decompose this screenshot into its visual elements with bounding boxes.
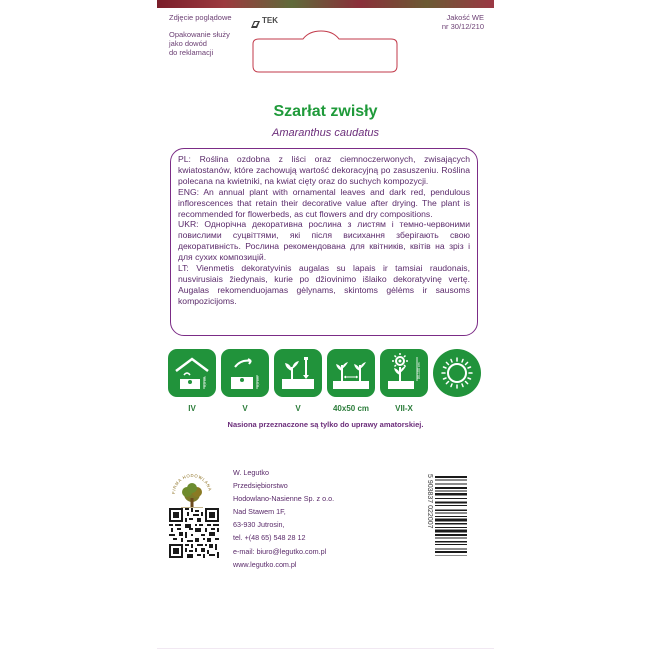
barcode-bar bbox=[435, 551, 467, 553]
company-city: 63-930 Jutrosin, bbox=[233, 520, 285, 530]
description-lt: LT: Vienmetis dekoratyvinis augalas su lapais ir tamsiai raudonais, nusvirusiais žiedynais, kurie po džiovinimo išlaiko dekoratyvinę vertę. Augalas rekomenduojamas gėlynams, skintoms gėlėms ir sausoms kompozicijoms. bbox=[178, 263, 470, 306]
sowing-under-cover-label: IV bbox=[188, 404, 196, 413]
flowering-icon bbox=[380, 349, 428, 397]
seed-packet-back bbox=[157, 0, 494, 650]
cultivation-icons bbox=[168, 349, 483, 397]
barcode-bar bbox=[435, 505, 467, 506]
sowing-under-cover-icon bbox=[168, 349, 216, 397]
complaint-line2: jako dowód bbox=[169, 39, 207, 48]
tek-logo-icon bbox=[250, 16, 261, 25]
barcode-bar bbox=[435, 523, 467, 525]
complaint-note bbox=[169, 30, 259, 57]
barcode-bar bbox=[435, 479, 467, 480]
product-latin-name: Amaranthus caudatus bbox=[271, 127, 379, 139]
complaint-line3: do reklamacji bbox=[169, 48, 214, 57]
quality-certificate bbox=[442, 13, 484, 31]
plant-height-text: 80-100 cm bbox=[417, 362, 421, 379]
barcode-bar bbox=[435, 493, 467, 496]
barcode-number: 5 903837 022007 bbox=[426, 474, 433, 529]
company-line3: Hodowlano-Nasienne Sp. z o.o. bbox=[233, 494, 335, 504]
planting-out-icon bbox=[274, 349, 322, 397]
barcode-bar bbox=[435, 527, 467, 528]
packet-bottom-edge bbox=[157, 648, 494, 649]
spacing-icon bbox=[327, 349, 375, 397]
product-photo-edge bbox=[157, 0, 494, 8]
description-box bbox=[170, 148, 478, 336]
barcode-bar bbox=[435, 513, 467, 514]
company-phone: tel. +(48 65) 548 28 12 bbox=[233, 533, 306, 543]
barcode-bar bbox=[435, 541, 467, 543]
quality-line1: Jakość WE bbox=[446, 13, 484, 22]
cultivation-labels bbox=[168, 404, 483, 416]
ean-barcode bbox=[425, 474, 469, 560]
description-pl: PL: Roślina ozdobna z liści oraz ciemnoczerwonych, zwisających kwiatostanów, które zachowują wartość dekoracyjną po zasuszeniu. Roślina polecana na kwietniki, na kwiat cięty oraz do suchych kompozycji. bbox=[178, 154, 470, 186]
direct-sowing-icon bbox=[221, 349, 269, 397]
spacing-label: 40x50 cm bbox=[332, 404, 370, 413]
company-website: www.legutko.com.pl bbox=[233, 559, 297, 569]
quality-line2: nr 30/12/210 bbox=[441, 22, 484, 31]
tek-badge bbox=[250, 12, 278, 30]
amateur-use-notice: Nasiona przeznaczone są tylko do uprawy amatorskiej. bbox=[227, 420, 424, 429]
barcode-bar bbox=[435, 544, 467, 545]
barcode-bar bbox=[435, 491, 467, 492]
direct-sowing-depth-text: 0,5 cm bbox=[256, 376, 260, 387]
company-street: Nad Stawem 1F, bbox=[233, 507, 286, 517]
barcode-bar bbox=[435, 498, 467, 499]
direct-sowing-label: V bbox=[242, 404, 248, 413]
description-en: ENG: An annual plant with ornamental leaves and dark red, pendulous inflorescences that retain their decorative value after drying. The plant is recommended for flowerbeds, as cut flowers and dry compositions. bbox=[178, 186, 470, 219]
barcode-bar bbox=[435, 516, 467, 517]
flowering-label: VII-X bbox=[395, 404, 413, 413]
barcode-bar bbox=[435, 530, 467, 533]
barcode-bar bbox=[435, 537, 467, 538]
barcode-bar bbox=[435, 519, 467, 522]
barcode-bar bbox=[435, 502, 467, 504]
company-address bbox=[233, 466, 334, 571]
planting-out-label: V bbox=[295, 404, 301, 413]
qr-code bbox=[169, 508, 219, 558]
company-line2: Przedsiębiorstwo bbox=[233, 481, 288, 491]
company-email: e-mail: biuro@legutko.com.pl bbox=[233, 546, 327, 556]
barcode-bar bbox=[435, 509, 467, 511]
complaint-line1: Opakowanie służy bbox=[169, 30, 230, 39]
company-name: W. Legutko bbox=[233, 468, 269, 477]
full-sun-icon bbox=[433, 349, 481, 397]
barcode-bar bbox=[435, 549, 467, 550]
firm-logo-text: FIRMA HODOWLANA bbox=[170, 472, 213, 495]
barcode-bar bbox=[435, 555, 467, 556]
tek-label: TEK bbox=[262, 16, 278, 26]
barcode-bar bbox=[435, 484, 467, 485]
product-name: Szarłat zwisły bbox=[273, 103, 378, 120]
sowing-depth-text: 0,5 cm bbox=[203, 376, 207, 387]
barcode-bar bbox=[435, 476, 467, 478]
photo-caption: Zdjęcie poglądowe bbox=[169, 13, 232, 22]
description-ukr: UKR: Однорічна декоративна рослина з листям і темно-червоними повислими суцвіттями, які після висихання зберігають свою декоративність. Рослина рекомендована для квітників, квітів на зріз і для сухих композицій. bbox=[178, 219, 470, 263]
barcode-bar bbox=[435, 487, 467, 489]
hang-tab-outline bbox=[251, 30, 399, 74]
barcode-bar bbox=[435, 534, 467, 536]
